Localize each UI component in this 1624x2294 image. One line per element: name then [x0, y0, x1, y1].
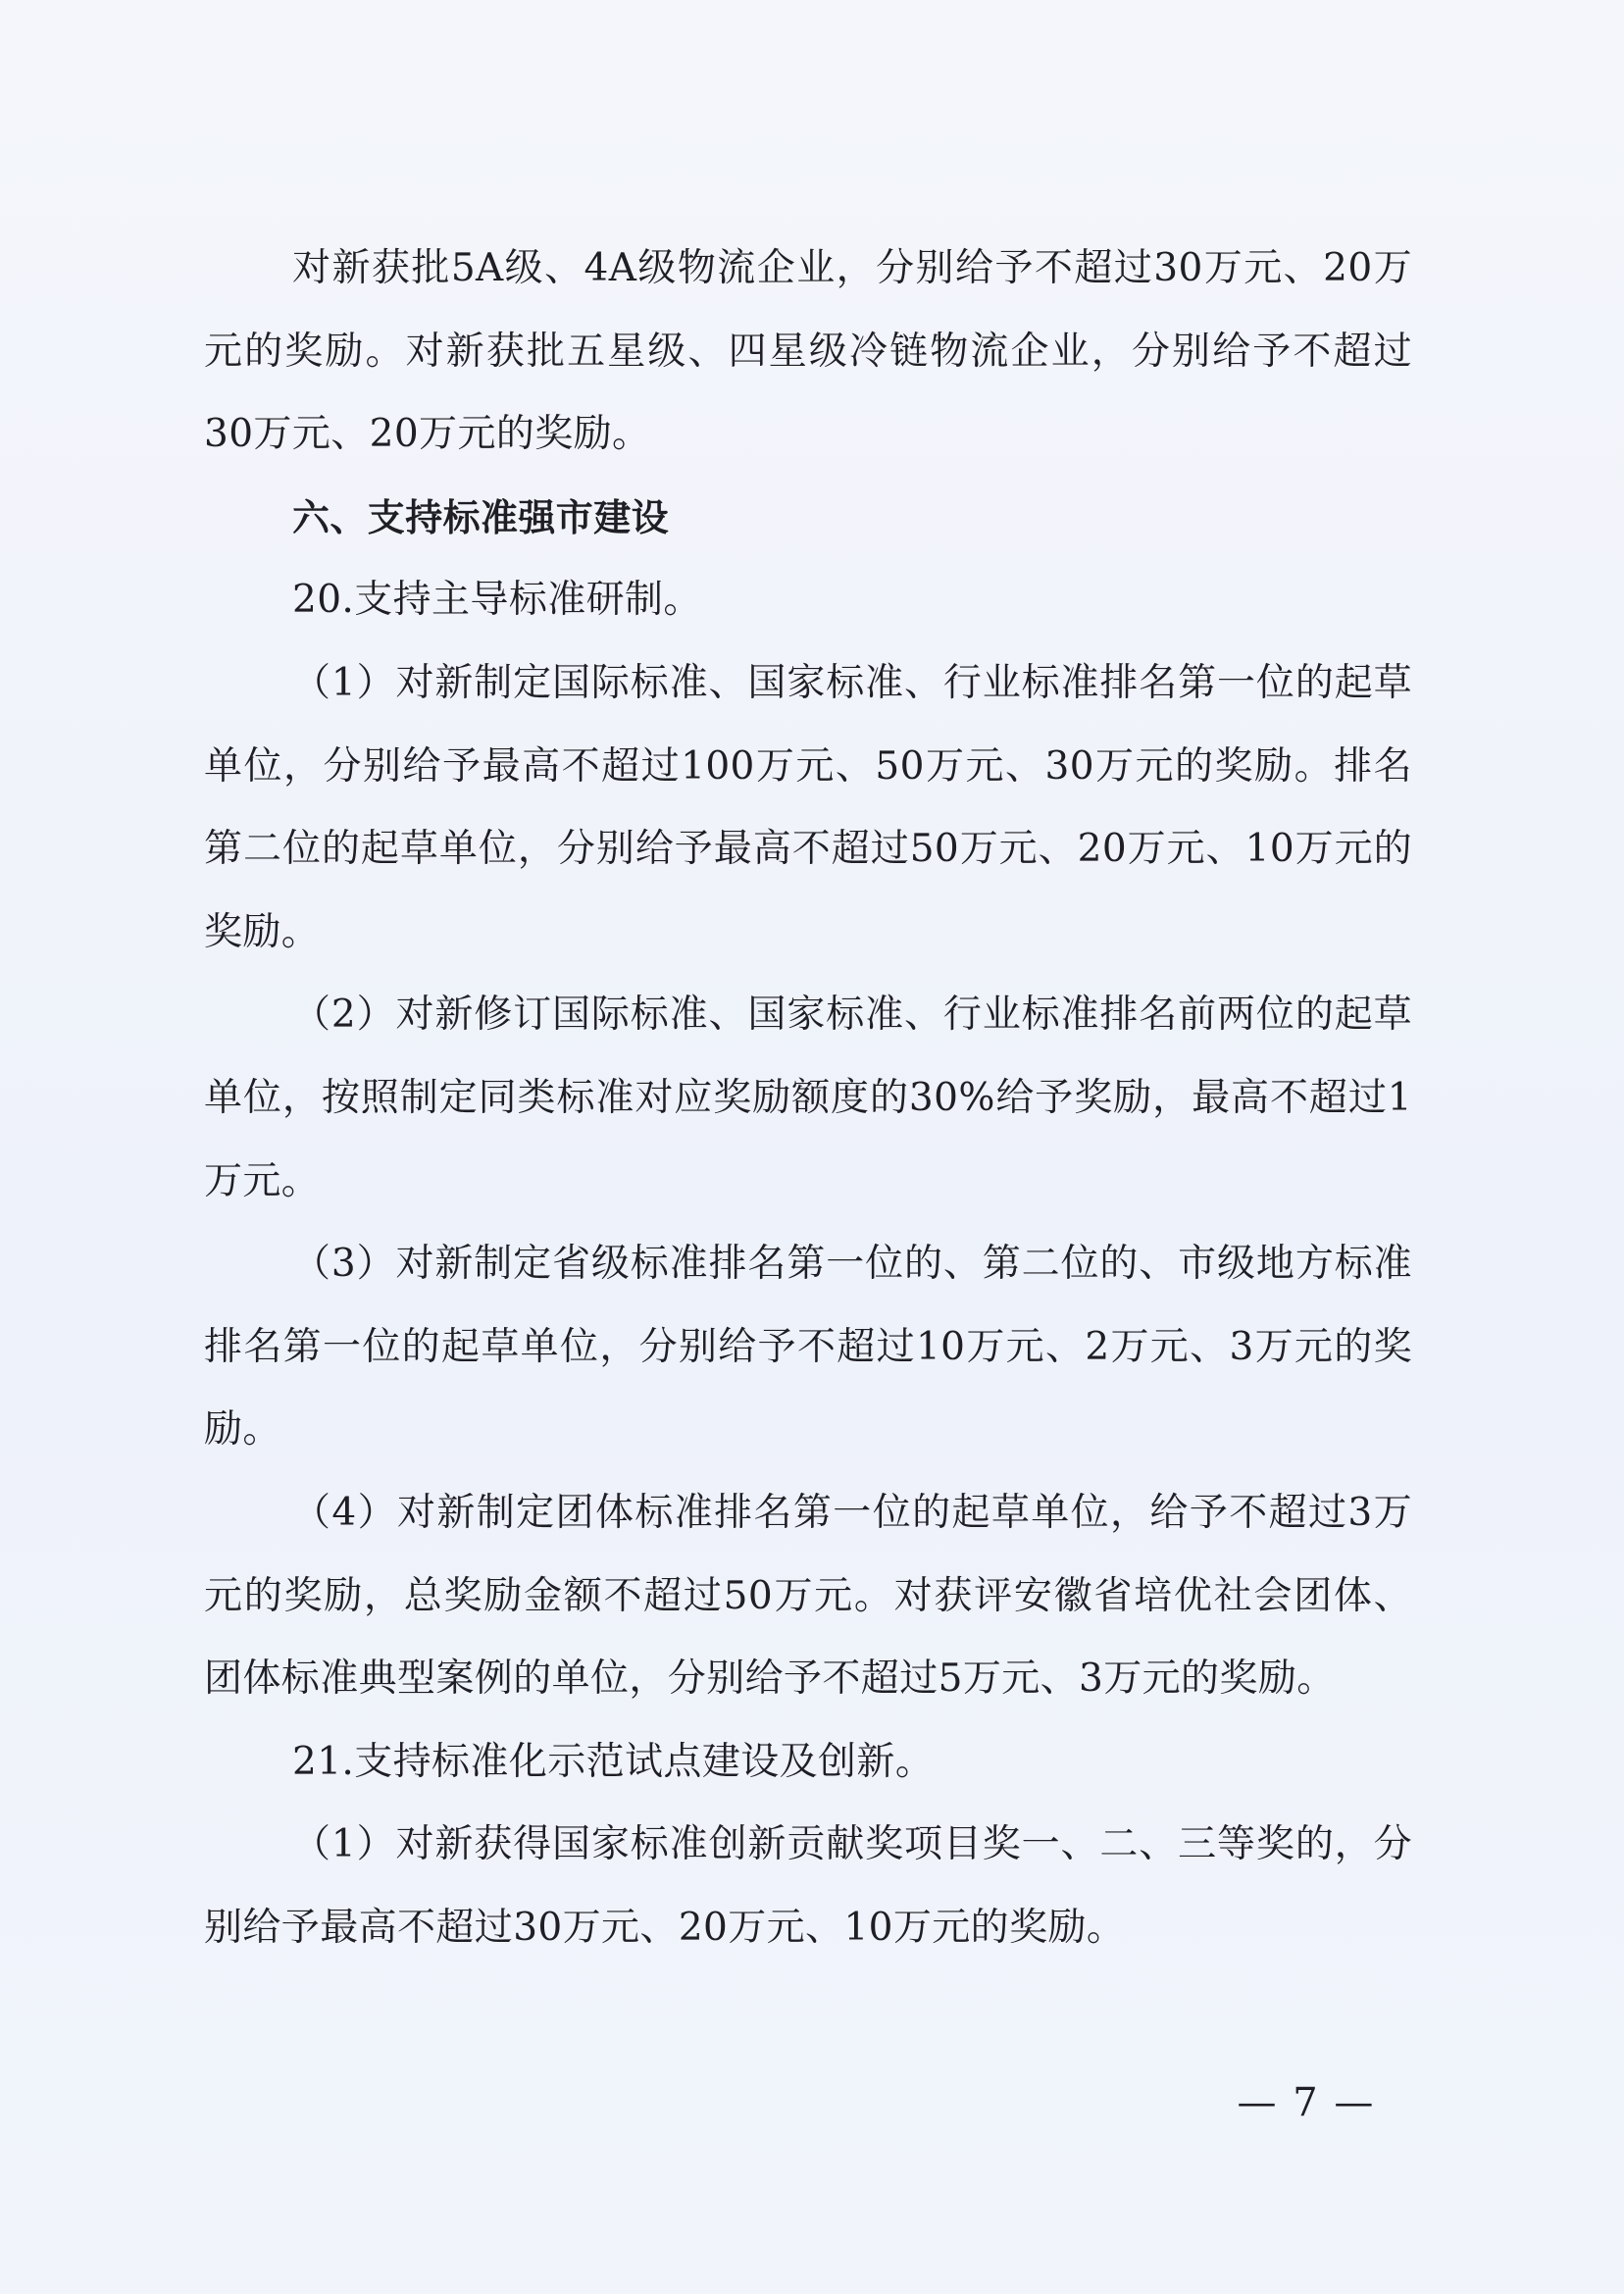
section-heading-standards: 六、支持标准强市建设	[292, 495, 670, 539]
item-20-title: 20.支持主导标准研制。	[292, 578, 702, 623]
item-20-2: （2）对新修订国际标准、国家标准、行业标准排名前两位的起草单位，按照制定同类标准对应奖励额度的30%给予奖励，最高不超过1万元。	[204, 993, 1412, 1203]
document-body	[204, 228, 1412, 1969]
page-number: — 7 —	[1237, 2080, 1376, 2125]
paragraph-logistics-awards: 对新获批5A级、4A级物流企业，分别给予不超过30万元、20万元的奖励。对新获批五星级、四星级冷链物流企业，分别给予不超过30万元、20万元的奖励。	[204, 246, 1412, 457]
item-20-4: （4）对新制定团体标准排名第一位的起草单位，给予不超过3万元的奖励，总奖励金额不超过50万元。对获评安徽省培优社会团体、团体标准典型案例的单位，分别给予不超过5万元、3万元的奖励。	[204, 1490, 1412, 1702]
item-20-1: （1）对新制定国际标准、国家标准、行业标准排名第一位的起草单位，分别给予最高不超过100万元、50万元、30万元的奖励。排名第二位的起草单位，分别给予最高不超过50万元、20万元、10万元的奖励。	[204, 660, 1412, 954]
item-21-title: 21.支持标准化示范试点建设及创新。	[292, 1739, 935, 1784]
item-21-1: （1）对新获得国家标准创新贡献奖项目奖一、二、三等奖的，分别给予最高不超过30万元、20万元、10万元的奖励。	[204, 1822, 1412, 1950]
item-20-3: （3）对新制定省级标准排名第一位的、第二位的、市级地方标准排名第一位的起草单位，分别给予不超过10万元、2万元、3万元的奖励。	[204, 1242, 1412, 1453]
